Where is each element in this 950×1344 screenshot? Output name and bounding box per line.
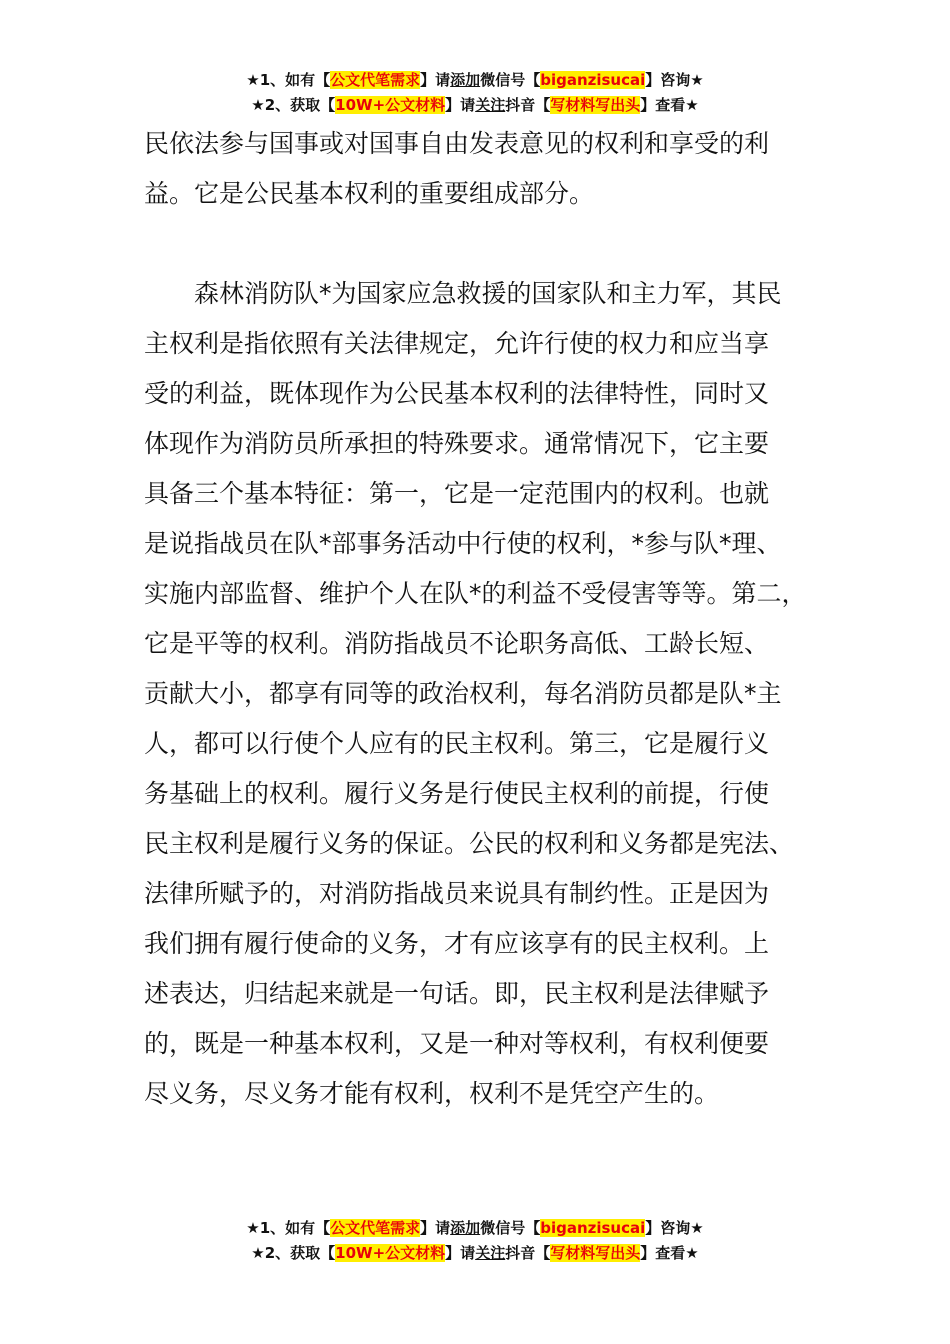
star-icon: ★ [246,71,260,89]
star-icon: ★ [246,1219,260,1237]
text-line: 主权利是指依照有关法律规定，允许行使的权力和应当享 [144,329,770,358]
banner-line-2 [0,1241,950,1266]
banner-line-1 [0,68,950,93]
banner-text: 2、获取【 [264,96,336,114]
banner-text: 】请 [420,1219,451,1237]
star-icon: ★ [690,71,704,89]
text-line: 森林消防队*为国家应急救援的国家队和主力军，其民 [194,279,782,308]
star-icon: ★ [685,96,699,114]
text-line: 具备三个基本特征：第一，它是一定范围内的权利。也就 [144,479,770,508]
text-line: 益。它是公民基本权利的重要组成部分。 [144,179,595,208]
star-icon: ★ [685,1244,699,1262]
banner-text: 】查看 [640,96,686,114]
text-line: 民依法参与国事或对国事自由发表意见的权利和享受的利 [144,129,770,158]
text-line: 受的利益，既体现作为公民基本权利的法律特性，同时又 [144,379,770,408]
banner-line-2 [0,93,950,118]
banner-text: 】请 [420,71,451,89]
banner-text: 】查看 [640,1244,686,1262]
underlined-text: 关注 [475,1244,506,1262]
highlight-douyin-account: 写材料写出头 [550,1244,641,1262]
banner-text: 1、如有【 [259,1219,331,1237]
banner-text: 】咨询 [645,71,691,89]
banner-text: 】请 [445,1244,476,1262]
text-line: 法律所赋予的，对消防指战员来说具有制约性。正是因为 [144,879,770,908]
text-line: 体现作为消防员所承担的特殊要求。通常情况下，它主要 [144,429,770,458]
highlight-wechat-id: biganzisucai [540,71,646,89]
banner-text: 】请 [445,96,476,114]
star-icon: ★ [251,96,265,114]
text-line: 它是平等的权利。消防指战员不论职务高低、工龄长短、 [144,629,770,658]
highlight-service: 公文代笔需求 [330,1219,421,1237]
document-body [144,119,816,1119]
highlight-materials: 10W+公文材料 [335,96,446,114]
text-line: 贡献大小，都享有同等的政治权利，每名消防员都是队*主 [144,679,782,708]
banner-text: 1、如有【 [259,71,331,89]
text-line: 人，都可以行使个人应有的民主权利。第三，它是履行义 [144,729,770,758]
text-line: 述表达，归结起来就是一句话。即，民主权利是法律赋予 [144,979,770,1008]
footer-banner [0,1216,950,1266]
header-banner [0,68,950,118]
highlight-materials: 10W+公文材料 [335,1244,446,1262]
star-icon: ★ [251,1244,265,1262]
underlined-text: 添加 [450,71,481,89]
highlight-wechat-id: biganzisucai [540,1219,646,1237]
text-line: 实施内部监督、维护个人在队*的利益不受侵害等等。第二， [144,579,807,608]
banner-line-1 [0,1216,950,1241]
banner-text: 抖音【 [505,1244,551,1262]
text-line: 尽义务，尽义务才能有权利，权利不是凭空产生的。 [144,1079,720,1108]
banner-text: 2、获取【 [264,1244,336,1262]
text-line: 务基础上的权利。履行义务是行使民主权利的前提，行使 [144,779,770,808]
banner-text: 微信号【 [480,1219,541,1237]
text-line: 我们拥有履行使命的义务，才有应该享有的民主权利。上 [144,929,770,958]
underlined-text: 添加 [450,1219,481,1237]
text-line: 民主权利是履行义务的保证。公民的权利和义务都是宪法、 [144,829,795,858]
paragraph-main [144,269,816,1119]
text-line: 的，既是一种基本权利，又是一种对等权利，有权利便要 [144,1029,770,1058]
star-icon: ★ [690,1219,704,1237]
banner-text: 】咨询 [645,1219,691,1237]
banner-text: 抖音【 [505,96,551,114]
paragraph-continued [144,119,816,219]
banner-text: 微信号【 [480,71,541,89]
underlined-text: 关注 [475,96,506,114]
text-line: 是说指战员在队*部事务活动中行使的权利，*参与队*理、 [144,529,782,558]
highlight-service: 公文代笔需求 [330,71,421,89]
highlight-douyin-account: 写材料写出头 [550,96,641,114]
